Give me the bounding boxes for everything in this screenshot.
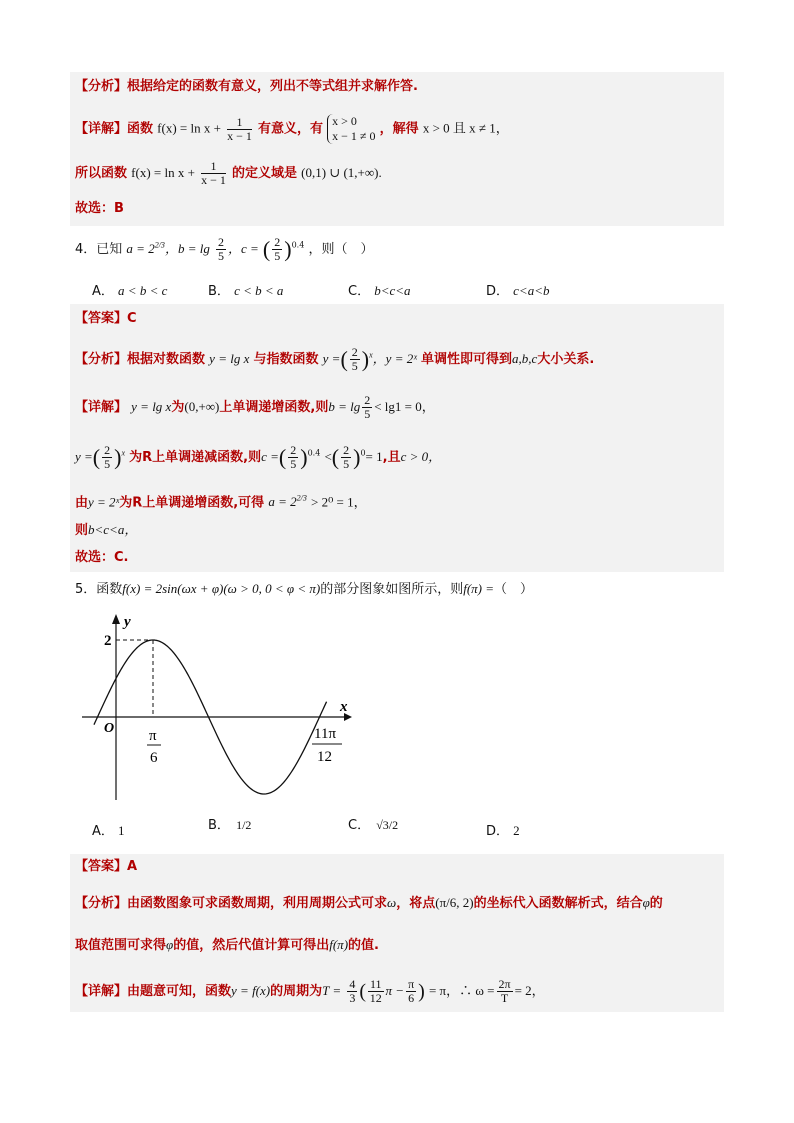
q4-option-b[interactable]: B． c < b < a xyxy=(208,283,284,299)
inequality-system: x > 0 x − 1 ≠ 0 xyxy=(327,114,375,144)
q5-option-b[interactable]: B． 1/2 xyxy=(208,818,252,833)
q3-detail: 【详解】函数 f(x) = ln x + $\frac{1}{x - 1}$ 有意义，有 x > 0 x − 1 ≠ 0 ，解得 x > 0 且 x ≠ 1， xyxy=(75,114,509,143)
q5-option-c[interactable]: C． √3/2 xyxy=(348,818,399,833)
fraction: $\frac{2}{5}$ xyxy=(274,235,281,263)
tick2-den: 12 xyxy=(317,749,332,765)
q4-detail-3: 由y = 2ˣ为R上单调递增函数,可得 $a = 2^{2/3} > 2^0 = 1$， xyxy=(75,494,367,511)
fraction: $\frac{2}{5}$ xyxy=(351,345,358,373)
q5-detail: 【详解】由题意可知，函数y = f(x)的周期为T = $\frac{4}{3}$ ( $\frac{11}{12}$ π − $\frac{\pi}{6}$ ) = π，∴ ω = $\frac{2\pi}{T}$ = 2， xyxy=(75,977,545,1005)
q5-option-d[interactable]: D． 2 xyxy=(486,823,520,839)
tick2-num: 11π xyxy=(314,726,337,742)
fraction: $\frac{2}{5}$ xyxy=(343,443,350,471)
q5-answer-band xyxy=(70,854,724,880)
y-axis-label: y xyxy=(124,614,131,630)
q4-answer: 【答案】C xyxy=(75,311,137,326)
sine-graph xyxy=(72,610,362,800)
q4-option-c[interactable]: C． b<c<a xyxy=(348,283,411,299)
fraction: $\frac{2}{5}$ xyxy=(290,443,297,471)
x-axis-label: x xyxy=(340,699,348,715)
q5-analysis-2: 取值范围可求得φ的值，然后代值计算可得出f(π)的值. xyxy=(75,937,379,953)
fraction: $\frac{2}{5}$ xyxy=(104,443,111,471)
q5-stem: 5．函数f(x) = 2sin(ωx + φ)(ω > 0, 0 < φ < π)的部分图象如图所示，则f(π) =（ ） xyxy=(75,581,534,597)
q3-conclusion: 所以函数 f(x) = ln x + $\frac{1}{x - 1}$ 的定义域是 (0,1) ∪ (1,+∞). xyxy=(75,159,382,187)
q4-detail-band-4 xyxy=(70,516,724,544)
q3-analysis: 【分析】根据给定的函数有意义，列出不等式组并求解作答. xyxy=(75,79,418,94)
fraction: $\frac{2}{5}$ xyxy=(364,393,371,421)
q3-choice: 故选：B xyxy=(75,201,124,216)
q4-option-d[interactable]: D． c<a<b xyxy=(486,283,550,299)
q3-choice-band xyxy=(70,192,724,226)
q4-stem: 4．已知 $a = 2^{2/3}$，b = lg $\frac{2}{5}$ ，c = ( $\frac{2}{5}$ )$^{0.4}$ ，则（ ） xyxy=(75,235,374,263)
q4-answer-band xyxy=(70,304,724,334)
q4-option-a[interactable]: A． a < b < c xyxy=(92,283,168,299)
analysis-tag: 【分析】 xyxy=(75,79,128,94)
q4-detail-1: 【详解】 y = lg x为(0,+∞)上单调递增函数,则b = lg $\frac{2}{5}$ < lg1 = 0， xyxy=(75,393,435,421)
q4-choice-band xyxy=(70,544,724,572)
max-label: 2 xyxy=(104,633,112,649)
tick1-den: 6 xyxy=(150,750,158,766)
q4-detail-4: 则b<c<a， xyxy=(75,522,138,538)
origin-label: O xyxy=(104,721,115,736)
fraction: $\frac{2}{5}$ xyxy=(217,235,224,263)
y-axis-arrow xyxy=(112,614,120,624)
q5-analysis-1: 【分析】由函数图象可求函数周期，利用周期公式可求ω，将点(π/6, 2)的坐标代入函数解析式，结合φ的 xyxy=(75,895,663,911)
tick1-num: π xyxy=(149,728,157,744)
q5-option-a[interactable]: A． 1 xyxy=(92,823,125,839)
q4-detail-2: y =( $\frac{2}{5}$ )$^x$ 为R上单调递减函数,则c =( $\frac{2}{5}$ )$^{0.4}$ <( $\frac{2}{5}$ )$^0$= 1,且c > 0， xyxy=(75,443,442,471)
q4-analysis: 【分析】根据对数函数 y = lg x 与指数函数 y =( $\frac{2}{5}$ )$^x$，y = 2ˣ 单调性即可得到a,b,c大小关系. xyxy=(75,345,595,373)
fraction: $\frac{1}{x - 1}$ xyxy=(227,114,252,143)
fraction: $\frac{1}{x - 1}$ xyxy=(201,159,226,187)
q5-answer: 【答案】A xyxy=(75,859,138,874)
q4-choice: 故选：C. xyxy=(75,550,129,565)
